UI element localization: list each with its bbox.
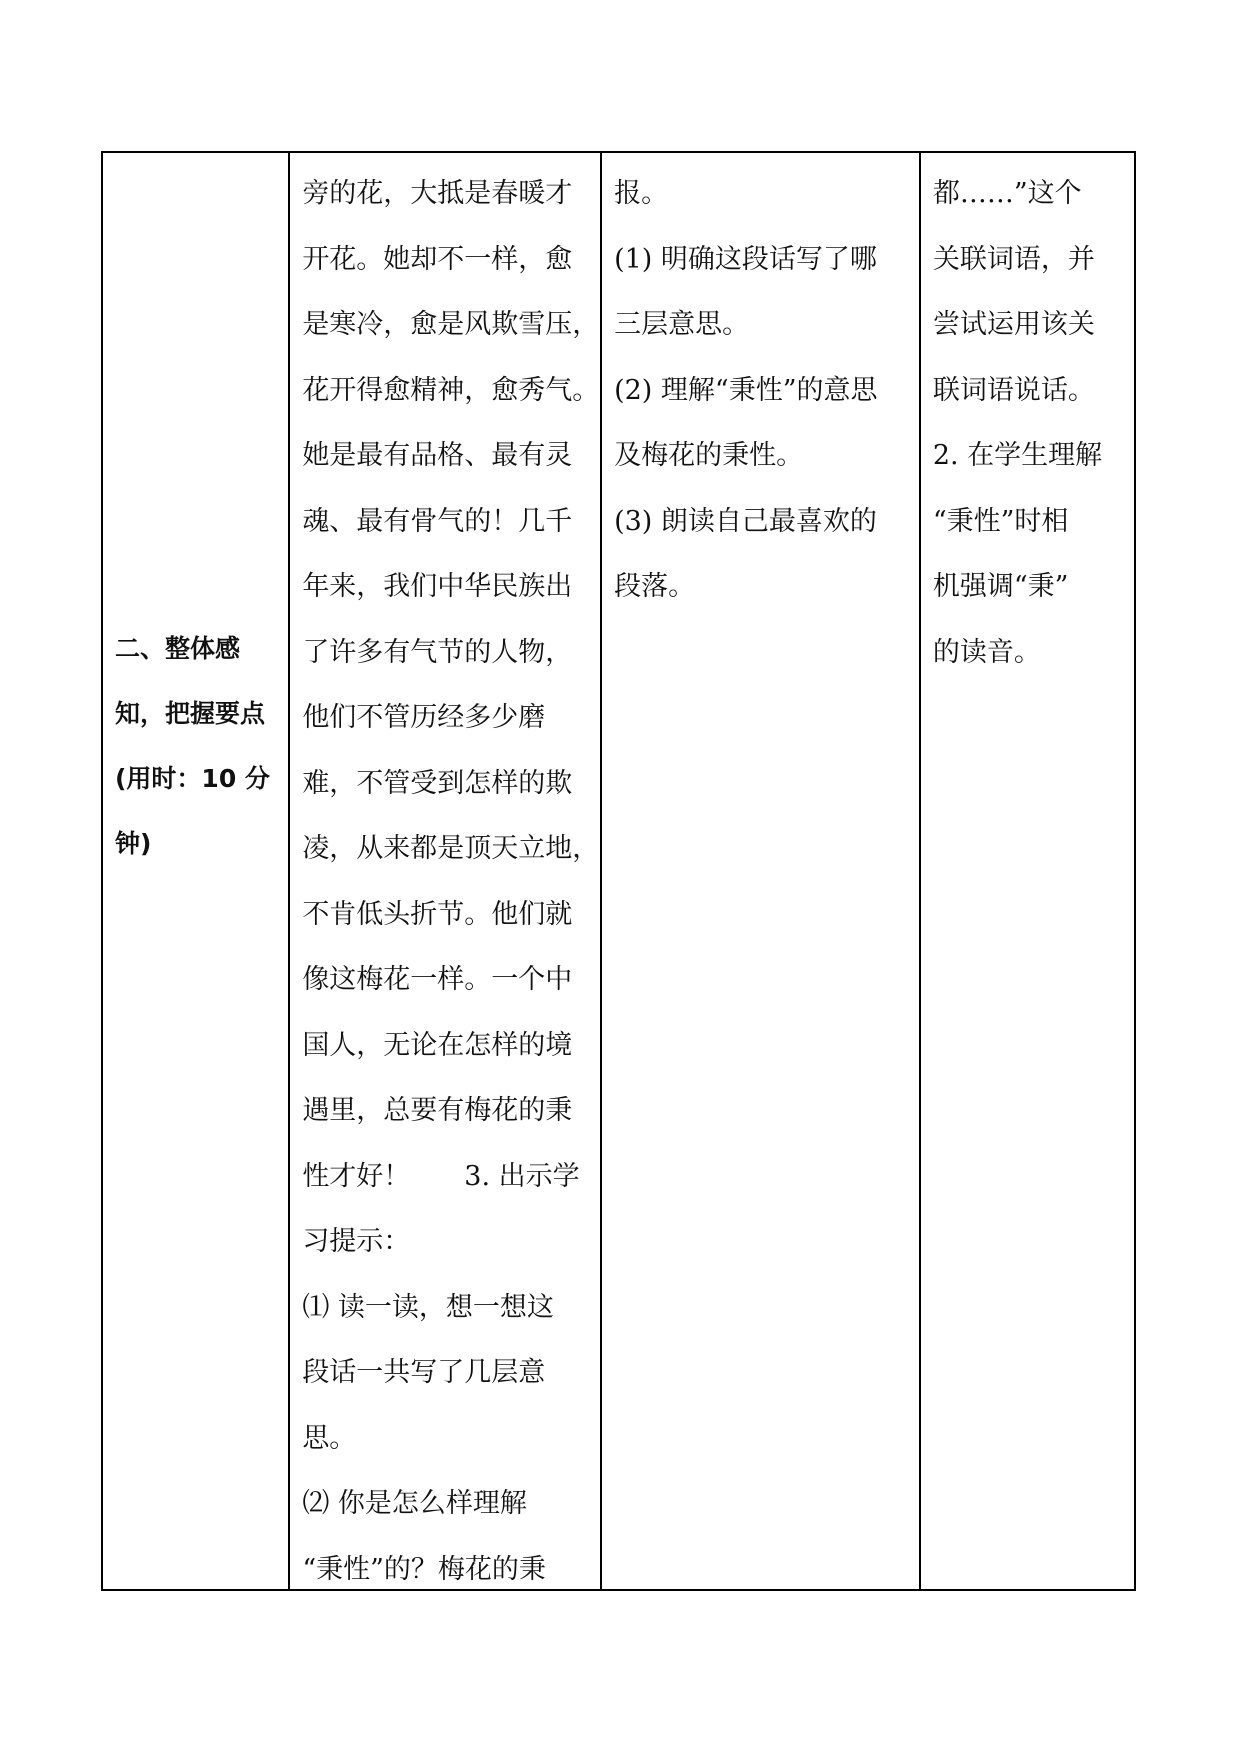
teacher-activity-cell [290, 153, 602, 1589]
design-line: 的读音。 [932, 636, 1041, 668]
design-line: 机强调“秉” [932, 571, 1069, 602]
student-line: 三层意思。 [614, 309, 750, 340]
design-line: 都……”这个 [932, 178, 1082, 209]
student-line: 报。 [614, 178, 669, 209]
teacher-line: 思。 [302, 1422, 357, 1454]
design-intent-cell [921, 153, 1134, 1589]
teacher-line: 了许多有气节的人物， [302, 636, 573, 668]
design-line: 2. 在学生理解 [932, 440, 1103, 471]
teacher-line: 遇里，总要有梅花的秉 [302, 1095, 573, 1126]
student-line: (3) 朗读自己最喜欢的 [614, 505, 877, 537]
stage-title: 二、整体感知，把握要点(用时：10 分钟) [115, 634, 270, 858]
teacher-line: “秉性”的？梅花的秉 [302, 1553, 546, 1585]
teacher-line: 不肯低头折节。他们就 [302, 898, 573, 930]
teacher-line: 他们不管历经多少磨 [302, 702, 546, 733]
teacher-line: ⑵ 你是怎么样理解 [302, 1488, 527, 1519]
lesson-plan-table [101, 151, 1136, 1591]
teacher-line: 凌，从来都是顶天立地， [302, 833, 600, 864]
teacher-line: 国人，无论在怎样的境 [302, 1029, 573, 1061]
student-line: 及梅花的秉性。 [614, 440, 804, 471]
teacher-line: 段话一共写了几层意 [302, 1357, 546, 1388]
design-line: 联词语说话。 [932, 374, 1095, 406]
teacher-line: 花开得愈精神，愈秀气。 [302, 374, 600, 406]
teacher-line: 像这梅花一样。一个中 [302, 964, 573, 995]
teacher-line: 开花。她却不一样，愈 [302, 243, 573, 275]
teacher-line: 性才好！ 3. 出示学 [302, 1160, 580, 1192]
design-line: “秉性”时相 [932, 505, 1069, 537]
teacher-line: 是寒冷，愈是风欺雪压， [302, 309, 600, 340]
design-line: 关联词语，并 [932, 243, 1095, 275]
teacher-line: 魂、最有骨气的！几千 [302, 505, 573, 537]
teacher-line: ⑴ 读一读，想一想这 [302, 1291, 554, 1323]
student-activity-cell [602, 153, 921, 1589]
student-line: (1) 明确这段话写了哪 [614, 243, 877, 275]
teacher-line: 年来，我们中华民族出 [302, 571, 573, 602]
teacher-line: 习提示： [302, 1226, 411, 1257]
student-line: (2) 理解“秉性”的意思 [614, 374, 878, 406]
teacher-line: 难，不管受到怎样的欺 [302, 767, 573, 799]
teacher-line: 旁的花，大抵是春暖才 [302, 178, 573, 209]
teacher-line: 她是最有品格、最有灵 [302, 440, 573, 471]
design-line: 尝试运用该关 [932, 309, 1095, 340]
stage-cell [103, 153, 290, 1589]
student-line: 段落。 [614, 571, 696, 602]
